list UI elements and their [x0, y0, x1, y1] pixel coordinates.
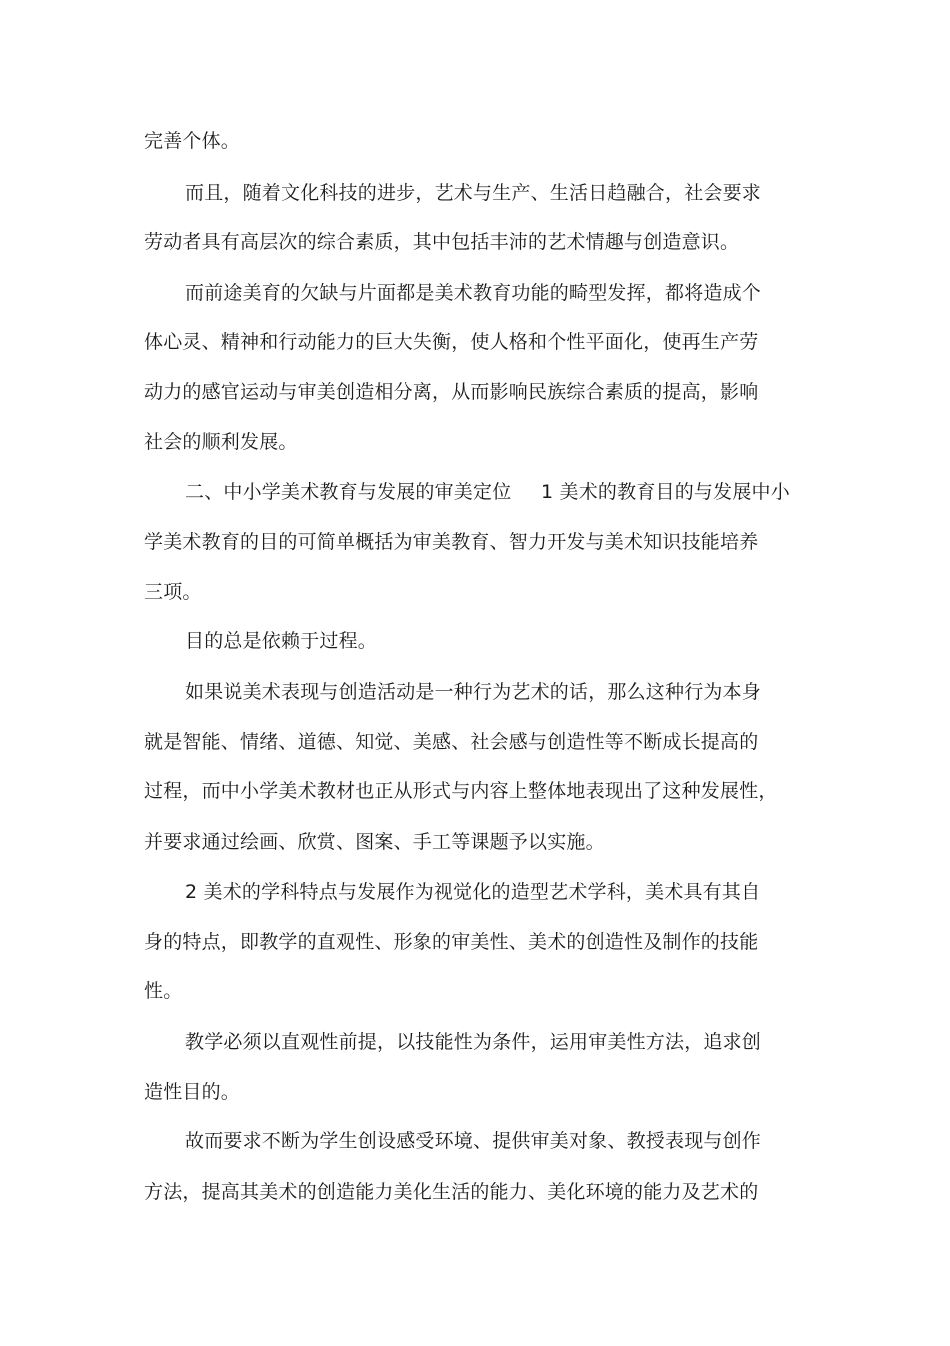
text-line: 而前途美育的欠缺与片面都是美术教育功能的畸型发挥，都将造成个: [185, 282, 762, 304]
text-line: 学美术教育的目的可简单概括为审美教育、智力开发与美术知识技能培养: [144, 531, 759, 553]
text-line: 造性目的。: [144, 1081, 241, 1103]
text-line: 劳动者具有高层次的综合素质，其中包括丰沛的艺术情趣与创造意识。: [144, 231, 740, 253]
text-line: 性。: [144, 980, 183, 1002]
text-line: 目的总是依赖于过程。: [185, 630, 378, 652]
text-line: 教学必须以直观性前提，以技能性为条件，运用审美性方法，追求创: [185, 1031, 762, 1053]
text-line: 而且，随着文化科技的进步，艺术与生产、生活日趋融合，社会要求: [185, 182, 762, 204]
text-line: 社会的顺利发展。: [144, 431, 298, 453]
text-line: 三项。: [144, 581, 202, 603]
text-line: 身的特点，即教学的直观性、形象的审美性、美术的创造性及制作的技能: [144, 931, 759, 953]
subsection-heading: 1 美术的教育目的与发展中小: [541, 481, 790, 503]
text-line: 故而要求不断为学生创设感受环境、提供审美对象、教授表现与创作: [185, 1130, 762, 1152]
text-line: 完善个体。: [144, 130, 241, 152]
text-line: 2 美术的学科特点与发展作为视觉化的造型艺术学科，美术具有其自: [185, 881, 761, 903]
text-line: 动力的感官运动与审美创造相分离，从而影响民族综合素质的提高，影响: [144, 381, 759, 403]
text-line: 体心灵、精神和行动能力的巨大失衡，使人格和个性平面化，使再生产劳: [144, 331, 759, 353]
text-line: 并要求通过绘画、欣赏、图案、手工等课题予以实施。: [144, 831, 605, 853]
section-heading: 二、中小学美术教育与发展的审美定位: [185, 481, 512, 503]
text-line: 就是智能、情绪、道德、知觉、美感、社会感与创造性等不断成长提高的: [144, 731, 759, 753]
text-line: 过程，而中小学美术教材也正从形式与内容上整体地表现出了这种发展性，: [144, 780, 778, 802]
text-line: 方法，提高其美术的创造能力美化生活的能力、美化环境的能力及艺术的: [144, 1181, 759, 1203]
text-line: 如果说美术表现与创造活动是一种行为艺术的话，那么这种行为本身: [185, 681, 762, 703]
